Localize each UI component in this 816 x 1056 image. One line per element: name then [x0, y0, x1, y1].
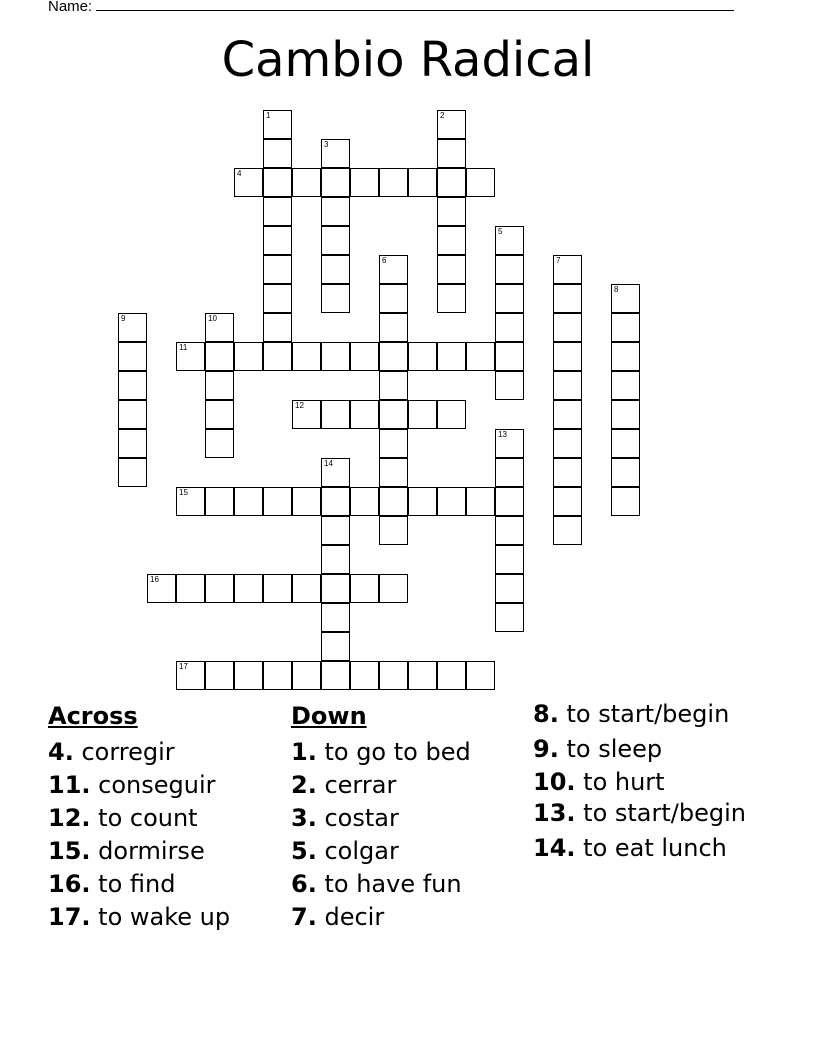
- crossword-cell[interactable]: [408, 168, 437, 197]
- crossword-cell[interactable]: [495, 371, 524, 400]
- crossword-cell-16[interactable]: [147, 574, 176, 603]
- crossword-cell[interactable]: [321, 632, 350, 661]
- crossword-cell[interactable]: [495, 516, 524, 545]
- clue-down-14: 14. to eat lunch: [533, 834, 727, 862]
- cell-number: 2: [440, 111, 445, 120]
- clue-across-17: 17. to wake up: [48, 903, 231, 931]
- crossword-cell[interactable]: [292, 168, 321, 197]
- crossword-cell[interactable]: [263, 139, 292, 168]
- crossword-cell[interactable]: [321, 226, 350, 255]
- crossword-cell[interactable]: [321, 168, 350, 197]
- clue-down-3: 3. costar: [291, 804, 399, 832]
- crossword-cell[interactable]: [263, 284, 292, 313]
- crossword-cell[interactable]: [379, 661, 408, 690]
- cell-number: 6: [382, 256, 387, 265]
- crossword-cell[interactable]: [263, 197, 292, 226]
- crossword-cell[interactable]: [379, 313, 408, 342]
- crossword-cell[interactable]: [118, 371, 147, 400]
- crossword-cell-8[interactable]: [611, 284, 640, 313]
- crossword-cell-5[interactable]: [495, 226, 524, 255]
- crossword-cell[interactable]: [321, 661, 350, 690]
- page-title: Cambio Radical: [221, 32, 595, 88]
- crossword-cell[interactable]: [205, 574, 234, 603]
- crossword-cell[interactable]: [379, 487, 408, 516]
- crossword-cell-12[interactable]: [292, 400, 321, 429]
- cell-number: 7: [556, 256, 561, 265]
- cell-number: 10: [208, 314, 217, 323]
- crossword-cell[interactable]: [437, 139, 466, 168]
- crossword-cell[interactable]: [205, 429, 234, 458]
- crossword-cell[interactable]: [611, 429, 640, 458]
- cell-number: 12: [295, 401, 304, 410]
- crossword-cell[interactable]: [350, 574, 379, 603]
- crossword-cell[interactable]: [495, 574, 524, 603]
- crossword-cell[interactable]: [437, 197, 466, 226]
- crossword-cell[interactable]: [437, 400, 466, 429]
- crossword-cell[interactable]: [379, 516, 408, 545]
- crossword-cell[interactable]: [611, 313, 640, 342]
- clue-across-15: 15. dormirse: [48, 837, 205, 865]
- crossword-cell[interactable]: [263, 168, 292, 197]
- crossword-cell[interactable]: [437, 168, 466, 197]
- crossword-cell[interactable]: [553, 313, 582, 342]
- crossword-cell[interactable]: [553, 487, 582, 516]
- crossword-cell[interactable]: [321, 603, 350, 632]
- crossword-cell[interactable]: [205, 342, 234, 371]
- crossword-cell[interactable]: [437, 226, 466, 255]
- down-heading: Down: [291, 702, 367, 730]
- crossword-cell[interactable]: [495, 284, 524, 313]
- crossword-cell-15[interactable]: [176, 487, 205, 516]
- cell-number: 5: [498, 227, 503, 236]
- crossword-cell[interactable]: [321, 545, 350, 574]
- cell-number: 14: [324, 459, 333, 468]
- cell-number: 9: [121, 314, 126, 323]
- clue-across-12: 12. to count: [48, 804, 198, 832]
- crossword-cell[interactable]: [205, 661, 234, 690]
- crossword-cell[interactable]: [321, 342, 350, 371]
- crossword-cell[interactable]: [263, 313, 292, 342]
- across-heading: Across: [48, 702, 138, 730]
- crossword-cell[interactable]: [553, 371, 582, 400]
- crossword-cell[interactable]: [205, 371, 234, 400]
- crossword-cell[interactable]: [321, 400, 350, 429]
- crossword-cell[interactable]: [553, 458, 582, 487]
- crossword-cell[interactable]: [350, 661, 379, 690]
- crossword-cell-17[interactable]: [176, 661, 205, 690]
- crossword-cell[interactable]: [292, 342, 321, 371]
- crossword-cell[interactable]: [611, 400, 640, 429]
- crossword-cell[interactable]: [205, 400, 234, 429]
- crossword-cell[interactable]: [408, 487, 437, 516]
- cell-number: 16: [150, 575, 159, 584]
- cell-number: 1: [266, 111, 271, 120]
- crossword-cell-9[interactable]: [118, 313, 147, 342]
- clue-down-9: 9. to sleep: [533, 735, 663, 763]
- clue-down-2: 2. cerrar: [291, 771, 397, 799]
- crossword-cell[interactable]: [321, 284, 350, 313]
- crossword-cell[interactable]: [321, 574, 350, 603]
- cell-number: 13: [498, 430, 507, 439]
- down-clues: [291, 700, 471, 934]
- cell-number: 3: [324, 140, 329, 149]
- crossword-cell-1[interactable]: [263, 110, 292, 139]
- crossword-cell[interactable]: [321, 516, 350, 545]
- crossword-cell-13[interactable]: [495, 429, 524, 458]
- crossword-cell-2[interactable]: [437, 110, 466, 139]
- crossword-cell[interactable]: [321, 197, 350, 226]
- crossword-cell[interactable]: [350, 400, 379, 429]
- crossword-cell[interactable]: [292, 487, 321, 516]
- crossword-cell[interactable]: [263, 574, 292, 603]
- crossword-cell[interactable]: [408, 661, 437, 690]
- crossword-cell[interactable]: [321, 255, 350, 284]
- down-clues-continued: [533, 700, 773, 865]
- crossword-cell[interactable]: [466, 661, 495, 690]
- crossword-cell[interactable]: [611, 487, 640, 516]
- crossword-cell[interactable]: [205, 487, 234, 516]
- crossword-cell[interactable]: [611, 458, 640, 487]
- crossword-cell[interactable]: [379, 458, 408, 487]
- crossword-cell[interactable]: [553, 284, 582, 313]
- crossword-cell[interactable]: [234, 661, 263, 690]
- cell-number: 8: [614, 285, 619, 294]
- crossword-cell-6[interactable]: [379, 255, 408, 284]
- crossword-cell[interactable]: [379, 284, 408, 313]
- crossword-cell[interactable]: [118, 429, 147, 458]
- crossword-cell[interactable]: [553, 400, 582, 429]
- crossword-cell[interactable]: [437, 342, 466, 371]
- crossword-cell[interactable]: [437, 284, 466, 313]
- crossword-cell[interactable]: [234, 342, 263, 371]
- cell-number: 17: [179, 662, 188, 671]
- cell-number: 15: [179, 488, 188, 497]
- crossword-cell[interactable]: [437, 255, 466, 284]
- crossword-cell[interactable]: [263, 661, 292, 690]
- crossword-cell[interactable]: [234, 487, 263, 516]
- crossword-cell[interactable]: [611, 371, 640, 400]
- crossword-cell[interactable]: [553, 342, 582, 371]
- crossword-cell[interactable]: [118, 342, 147, 371]
- crossword-cell[interactable]: [379, 400, 408, 429]
- clue-across-4: 4. corregir: [48, 738, 175, 766]
- crossword-cell[interactable]: [437, 487, 466, 516]
- crossword-cell[interactable]: [437, 661, 466, 690]
- crossword-cell[interactable]: [466, 168, 495, 197]
- crossword-cell-14[interactable]: [321, 458, 350, 487]
- crossword-cell[interactable]: [466, 342, 495, 371]
- clue-down-5: 5. colgar: [291, 837, 399, 865]
- crossword-cell[interactable]: [118, 458, 147, 487]
- crossword-cell[interactable]: [408, 400, 437, 429]
- clue-across-16: 16. to find: [48, 870, 176, 898]
- crossword-cell[interactable]: [495, 342, 524, 371]
- crossword-cell[interactable]: [379, 168, 408, 197]
- cell-number: 4: [237, 169, 242, 178]
- crossword-cell[interactable]: [495, 487, 524, 516]
- clue-down-1: 1. to go to bed: [291, 738, 471, 766]
- crossword-cell[interactable]: [118, 400, 147, 429]
- crossword-cell[interactable]: [495, 458, 524, 487]
- crossword-cell[interactable]: [553, 429, 582, 458]
- crossword-cell-11[interactable]: [176, 342, 205, 371]
- clue-across-11: 11. conseguir: [48, 771, 216, 799]
- crossword-cell[interactable]: [176, 574, 205, 603]
- crossword-cell[interactable]: [466, 487, 495, 516]
- crossword-cell[interactable]: [611, 342, 640, 371]
- crossword-cell[interactable]: [379, 342, 408, 371]
- crossword-cell[interactable]: [379, 371, 408, 400]
- name-label: Name:: [48, 0, 93, 15]
- crossword-cell[interactable]: [408, 342, 437, 371]
- across-clues: [48, 700, 230, 934]
- crossword-cell[interactable]: [263, 342, 292, 371]
- clue-down-13: 13. to start/begin: [533, 799, 746, 827]
- crossword-cell[interactable]: [379, 429, 408, 458]
- crossword-cell[interactable]: [495, 603, 524, 632]
- cell-number: 11: [179, 343, 188, 352]
- crossword-cell[interactable]: [292, 661, 321, 690]
- crossword-cell[interactable]: [263, 255, 292, 284]
- crossword-cell[interactable]: [321, 487, 350, 516]
- crossword-cell[interactable]: [495, 313, 524, 342]
- crossword-cell[interactable]: [263, 487, 292, 516]
- crossword-cell-4[interactable]: [234, 168, 263, 197]
- crossword-cell[interactable]: [234, 574, 263, 603]
- clue-down-7: 7. decir: [291, 903, 385, 931]
- crossword-cell[interactable]: [379, 574, 408, 603]
- crossword-cell[interactable]: [495, 255, 524, 284]
- crossword-cell[interactable]: [263, 226, 292, 255]
- crossword-cell-10[interactable]: [205, 313, 234, 342]
- clue-down-6: 6. to have fun: [291, 870, 462, 898]
- crossword-cell[interactable]: [292, 574, 321, 603]
- clue-down-8: 8. to start/begin: [533, 700, 730, 728]
- crossword-cell-3[interactable]: [321, 139, 350, 168]
- crossword-cell-7[interactable]: [553, 255, 582, 284]
- crossword-cell[interactable]: [553, 516, 582, 545]
- crossword-cell[interactable]: [495, 545, 524, 574]
- crossword-cell[interactable]: [350, 168, 379, 197]
- clue-down-10: 10. to hurt: [533, 768, 665, 796]
- crossword-cell[interactable]: [350, 342, 379, 371]
- crossword-cell[interactable]: [350, 487, 379, 516]
